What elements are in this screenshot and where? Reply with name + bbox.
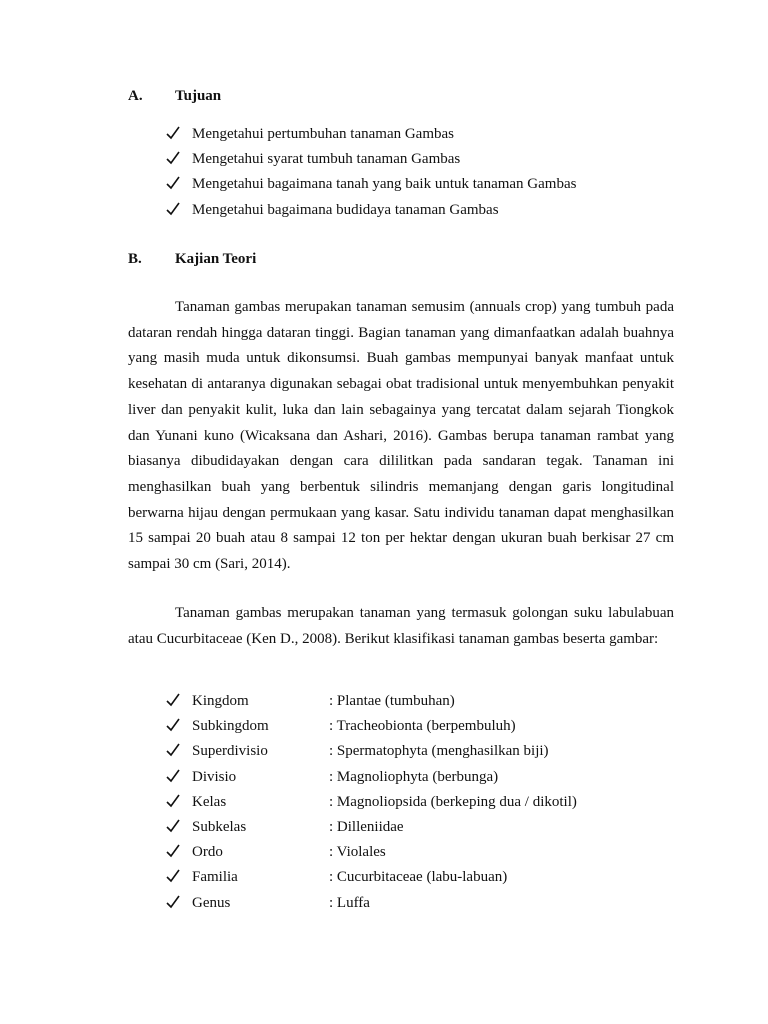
section-b-title: Kajian Teori xyxy=(175,251,257,267)
objective-text: Mengetahui pertumbuhan tanaman Gambas xyxy=(192,126,455,142)
checkmark-icon xyxy=(166,767,180,785)
checkmark-icon xyxy=(166,124,180,142)
objective-text: Mengetahui syarat tumbuh tanaman Gambas xyxy=(192,151,461,168)
section-a-letter: A. xyxy=(128,88,143,104)
class-value: : Magnoliopsida (berkeping dua / dikotil) xyxy=(329,793,577,810)
class-value: : Tracheobionta (berpembuluh) xyxy=(329,718,516,735)
checkmark-icon xyxy=(166,867,180,885)
checkmark-icon xyxy=(166,149,180,167)
class-rank: Genus xyxy=(192,894,231,911)
checkmark-icon xyxy=(166,741,180,759)
class-rank: Subkelas xyxy=(192,818,247,835)
paragraph-1: Tanaman gambas merupakan tanaman semusim (annuals crop) yang tumbuh pada dataran rendah hingga dataran tinggi. Bagian tanaman yang dimanfaatkan adalah buahnya yang masih muda untuk dikonsumsi. Buah gambas mempunyai banyak manfaat untuk kesehatan di antaranya digunakan sebagai obat tradisional untuk menyembuhkan penyakit liver dan penyakit kulit, luka dan lain sebagainya yang tercatat dalam sejarah Tiongkok dan Yunani kuno (Wicaksana dan Ashari, 2016). Gambas berupa tanaman rambat yang biasanya dibudidayakan dengan cara dililitkan pada sandaran tegak. Tanaman ini menghasilkan buah yang berbentuk silindris memanjang dengan garis longitudinal berwarna hijau dengan permukaan yang kasar. Satu individu tanaman dapat menghasilkan 15 sampai 20 buah atau 8 sampai 12 ton per hektar dengan ukuran buah berkisar 27 cm sampai 30 cm (Sari, 2014). xyxy=(128,299,674,573)
class-value: : Cucurbitaceae (labu-labuan) xyxy=(329,869,508,886)
class-value: : Dilleniidae xyxy=(329,818,404,835)
class-rank: Superdivisio xyxy=(192,743,268,760)
class-value: : Magnoliophyta (berbunga) xyxy=(329,768,499,785)
paragraph-2: Tanaman gambas merupakan tanaman yang termasuk golongan suku labulabuan atau Cucurbitaceae (Ken D., 2008). Berikut klasifikasi tanaman gambas beserta gambar: xyxy=(128,605,674,647)
checkmark-icon xyxy=(166,174,180,192)
class-rank: Ordo xyxy=(192,844,223,861)
class-value: : Luffa xyxy=(329,894,370,911)
class-value: : Violales xyxy=(329,844,386,861)
class-rank: Familia xyxy=(192,869,238,886)
section-a-title: Tujuan xyxy=(175,88,222,104)
objective-text: Mengetahui bagaimana tanah yang baik untuk tanaman Gambas xyxy=(192,176,577,193)
objective-text: Mengetahui bagaimana budidaya tanaman Gambas xyxy=(192,201,499,218)
checkmark-icon xyxy=(166,691,180,709)
checkmark-icon xyxy=(166,200,180,218)
class-value: : Plantae (tumbuhan) xyxy=(329,693,455,709)
checkmark-icon xyxy=(166,893,180,911)
class-rank: Subkingdom xyxy=(192,718,269,735)
section-b-letter: B. xyxy=(128,251,142,267)
checkmark-icon xyxy=(166,716,180,734)
class-rank: Divisio xyxy=(192,768,237,785)
checkmark-icon xyxy=(166,817,180,835)
class-value: : Spermatophyta (menghasilkan biji) xyxy=(329,743,549,760)
class-rank: Kingdom xyxy=(192,693,249,709)
class-rank: Kelas xyxy=(192,793,227,810)
checkmark-icon xyxy=(166,842,180,860)
checkmark-icon xyxy=(166,792,180,810)
